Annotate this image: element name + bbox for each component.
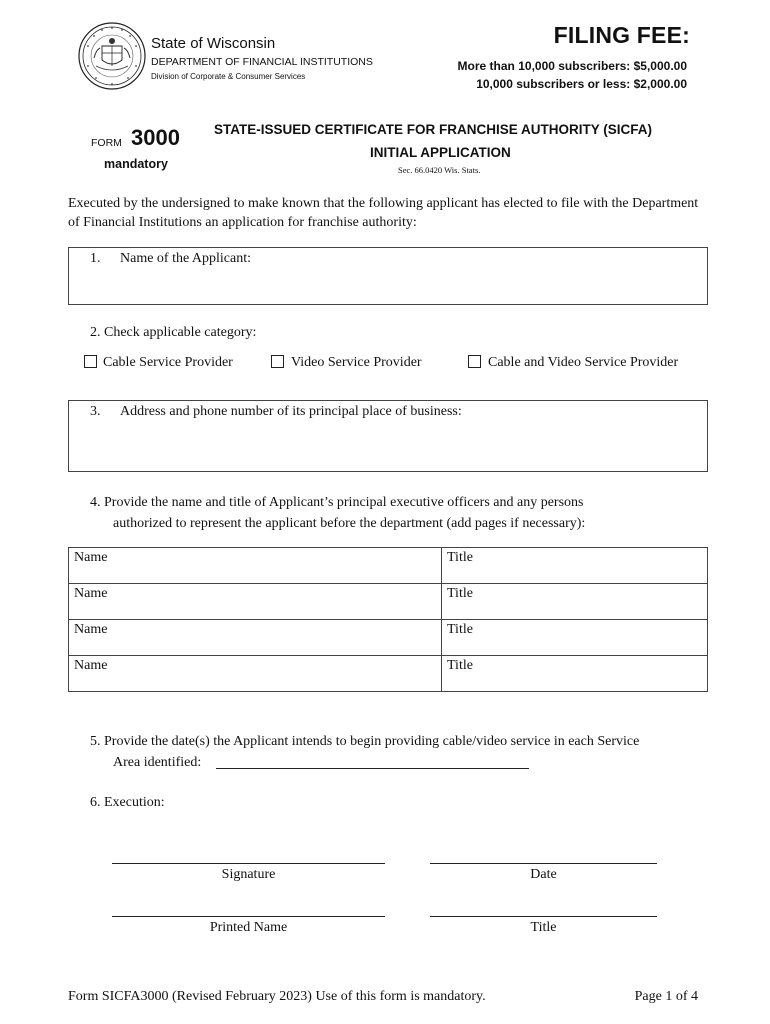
printed-name-label: Printed Name bbox=[209, 920, 288, 935]
date-label: Date bbox=[530, 867, 557, 882]
signer-title-field[interactable] bbox=[430, 916, 657, 917]
date-field[interactable] bbox=[430, 863, 657, 864]
form-label: FORM bbox=[91, 137, 122, 149]
form-title-line1: STATE-ISSUED CERTIFICATE FOR FRANCHISE AUTHORITY (SICFA) bbox=[214, 122, 652, 137]
cable-and-video-label: Cable and Video Service Provider bbox=[488, 355, 679, 370]
fee-large-subscribers: More than 10,000 subscribers: $5,000.00 bbox=[457, 59, 687, 73]
division-name: Division of Corporate & Consumer Services bbox=[151, 72, 306, 81]
wisconsin-seal-logo bbox=[78, 22, 146, 90]
filing-fee-title: FILING FEE: bbox=[553, 22, 690, 48]
cable-service-checkbox[interactable] bbox=[84, 355, 97, 368]
table-row bbox=[69, 584, 708, 620]
q2-label: 2. Check applicable category: bbox=[90, 325, 257, 340]
table-row bbox=[69, 620, 708, 656]
officer-name-cell[interactable]: Name bbox=[69, 656, 442, 692]
q1-number: 1. bbox=[90, 251, 101, 266]
q6-label: 6. Execution: bbox=[90, 795, 165, 810]
service-date-field[interactable] bbox=[216, 768, 529, 769]
video-service-checkbox[interactable] bbox=[271, 355, 284, 368]
q5-line1: 5. Provide the date(s) the Applicant intends to begin providing cable/video service in each Service bbox=[90, 734, 640, 749]
officer-name-cell[interactable]: Name bbox=[69, 584, 442, 620]
table-row bbox=[69, 656, 708, 692]
fee-small-subscribers: 10,000 subscribers or less: $2,000.00 bbox=[476, 77, 687, 91]
page-number: Page 1 of 4 bbox=[634, 989, 698, 1004]
signature-label: Signature bbox=[221, 867, 276, 882]
printed-name-field[interactable] bbox=[112, 916, 385, 917]
officer-title-cell[interactable]: Title bbox=[442, 656, 708, 692]
cable-service-label: Cable Service Provider bbox=[103, 355, 233, 370]
video-service-label: Video Service Provider bbox=[291, 355, 422, 370]
signature-field[interactable] bbox=[112, 863, 385, 864]
q4-line2: authorized to represent the applicant before the department (add pages if necessary): bbox=[113, 516, 586, 531]
officers-table bbox=[68, 547, 708, 692]
form-mandatory: mandatory bbox=[104, 157, 168, 171]
officer-name-cell[interactable]: Name bbox=[69, 548, 442, 584]
form-number: 3000 bbox=[131, 125, 180, 150]
q1-label: Name of the Applicant: bbox=[120, 251, 252, 266]
q4-line1: 4. Provide the name and title of Applicant’s principal executive officers and any persons bbox=[90, 495, 584, 510]
state-name: State of Wisconsin bbox=[151, 35, 276, 52]
q3-label: Address and phone number of its principal place of business: bbox=[120, 404, 462, 419]
table-row bbox=[69, 548, 708, 584]
form-title-line2: INITIAL APPLICATION bbox=[370, 145, 511, 160]
intro-paragraph: Executed by the undersigned to make known that the following applicant has elected to file with the Department of Financial Institutions an application for franchise authority: bbox=[68, 196, 699, 230]
q5-line2: Area identified: bbox=[113, 755, 202, 770]
officer-title-cell[interactable]: Title bbox=[442, 584, 708, 620]
officer-title-cell[interactable]: Title bbox=[442, 548, 708, 584]
department-name: DEPARTMENT OF FINANCIAL INSTITUTIONS bbox=[151, 56, 373, 68]
signer-title-label: Title bbox=[530, 920, 557, 935]
cable-and-video-checkbox[interactable] bbox=[468, 355, 481, 368]
statute-reference: Sec. 66.0420 Wis. Stats. bbox=[398, 165, 481, 175]
officer-name-cell[interactable]: Name bbox=[69, 620, 442, 656]
officer-title-cell[interactable]: Title bbox=[442, 620, 708, 656]
footer-form-info: Form SICFA3000 (Revised February 2023) Use of this form is mandatory. bbox=[68, 989, 486, 1004]
q3-number: 3. bbox=[90, 404, 101, 419]
